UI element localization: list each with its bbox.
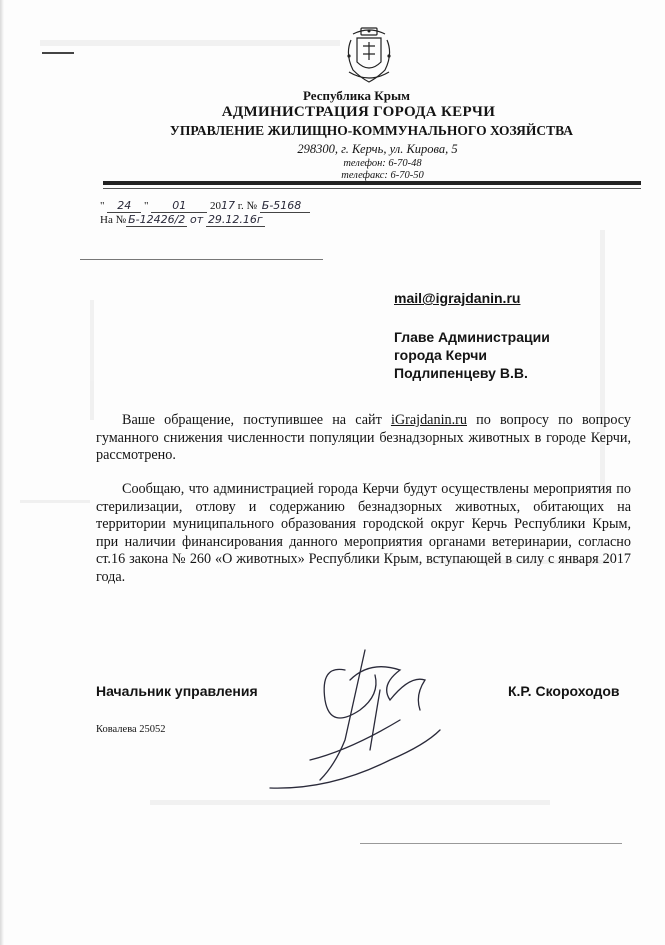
reg-number: Б-5168 <box>260 199 310 213</box>
header-fax: телефакс: 6-70-50 <box>341 170 424 181</box>
header-divider-thin <box>103 188 641 189</box>
reg-year-prefix: 20 <box>210 200 221 212</box>
ref-number: Б-12426/2 <box>128 213 186 226</box>
reg-month: 01 <box>151 199 207 213</box>
corner-pen-mark <box>42 52 74 54</box>
handwritten-signature <box>250 640 480 800</box>
header-administration: АДМИНИСТРАЦИЯ ГОРОДА КЕРЧИ <box>221 104 496 120</box>
header-department: УПРАВЛЕНИЕ ЖИЛИЩНО-КОММУНАЛЬНОГО ХОЗЯЙСТВА <box>169 123 574 138</box>
p1-end: по вопросу по вопросу гуманного снижения численности популяции безнадзорных животных в городе Керчи, рассмотрено. <box>96 412 631 464</box>
ref-date: 29.12.16г <box>207 213 263 226</box>
executor-note: Ковалева 25052 <box>96 724 166 735</box>
body-paragraph-1 <box>96 412 631 465</box>
coat-of-arms-icon <box>343 26 395 84</box>
addressee-email[interactable]: mail@igrajdanin.ru <box>394 290 521 306</box>
addressee-line-1: Главе Администрации <box>394 329 550 345</box>
site-link[interactable]: iGrajdanin.ru <box>390 412 467 428</box>
header-address: 298300, г. Керчь, ул. Кирова, 5 <box>297 142 458 156</box>
ref-label: На № <box>100 214 127 226</box>
header-phone: телефон: 6-70-48 <box>343 158 422 169</box>
quote-close: " <box>144 200 149 212</box>
incoming-reference <box>100 213 265 227</box>
quote-open: " <box>100 200 105 212</box>
signer-title: Начальник управления <box>96 683 258 699</box>
ref-from: от <box>190 213 204 226</box>
header-divider-thick <box>103 181 641 185</box>
reg-year-label: г. № <box>237 200 258 212</box>
addressee-line-2: города Керчи <box>394 347 487 363</box>
p1-start: Ваше обращение, поступившее на сайт <box>122 412 382 428</box>
addressee-line-3: Подлипенцеву В.В. <box>394 365 528 381</box>
reg-day: 24 <box>107 199 141 213</box>
registration-underline <box>80 259 323 260</box>
reg-year-suffix: 17 <box>221 199 235 212</box>
outgoing-registration <box>100 199 310 213</box>
body-paragraph-2: Сообщаю, что администрацией города Керчи будут осуществлены мероприятия по стерилизации, отлову и содержанию безнадзорных животных, обитающих на территории муниципального образования городской округ Керчь Республики Крым, при наличии финансирования данного мероприятия органами ветеринарии, согласно ст.16 закона № 260 «О животных» Республики Крым, вступающей в силу с января 2017 года. <box>96 481 631 585</box>
bottom-faint-rule <box>360 843 622 844</box>
header-region: Республика Крым <box>303 88 410 103</box>
signer-name: К.Р. Скороходов <box>508 683 620 699</box>
